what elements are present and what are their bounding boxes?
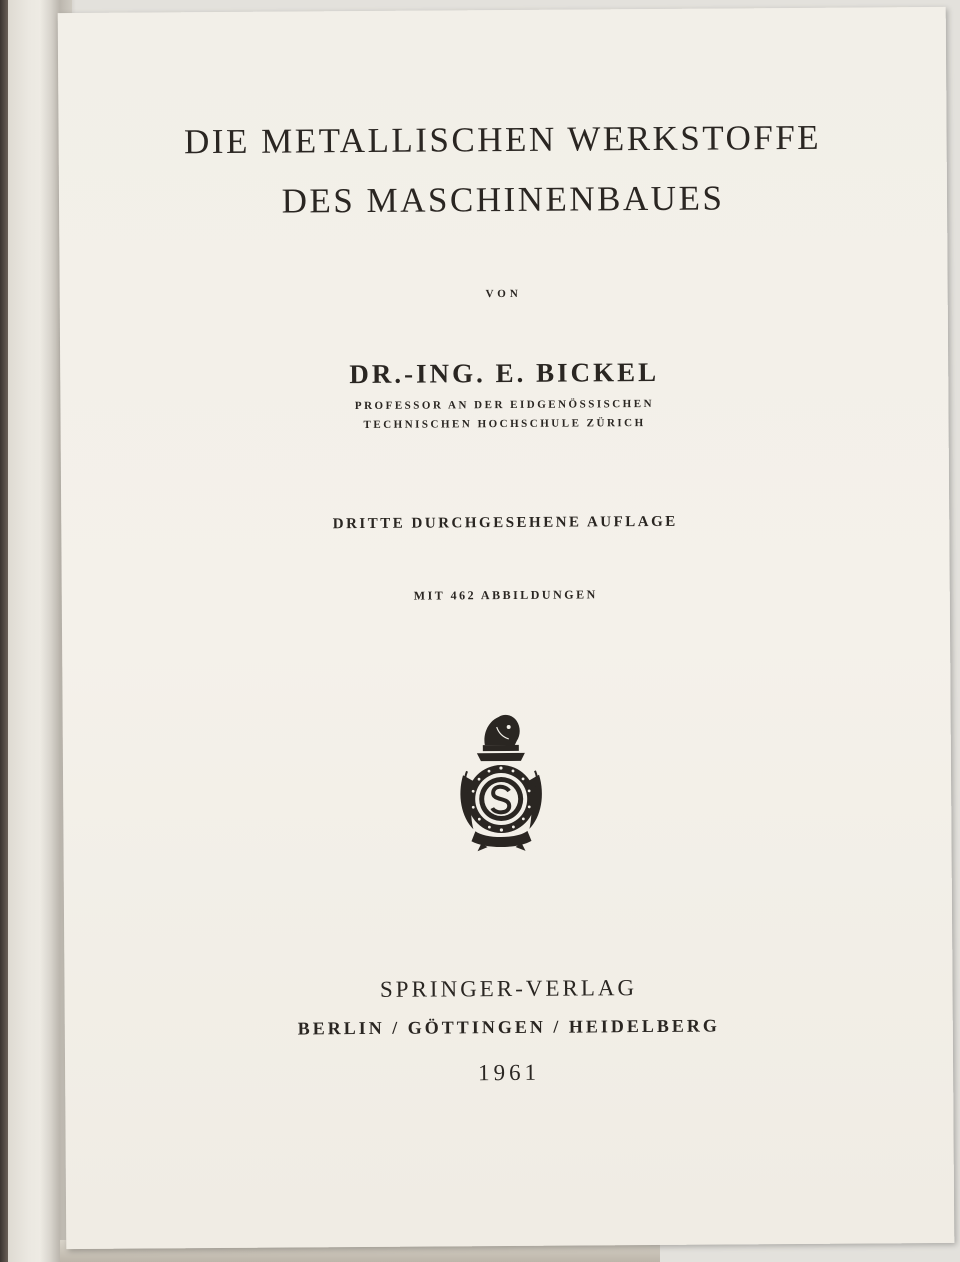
book-title-line-2: DES MASCHINENBAUES (281, 178, 725, 221)
edition-label: DRITTE DURCHGESEHENE AUFLAGE (332, 513, 678, 533)
book-spine (0, 0, 8, 1262)
by-label: VON (485, 287, 522, 301)
publisher-name: SPRINGER-VERLAG (379, 975, 638, 1002)
book-title-line-1: DIE METALLISCHEN WERKSTOFFE (183, 117, 822, 162)
author-name: DR.-ING. E. BICKEL (349, 356, 660, 390)
author-affiliation-line-2: TECHNISCHEN HOCHSCHULE ZÜRICH (363, 417, 646, 431)
illustrations-count: MIT 462 ABBILDUNGEN (413, 587, 598, 603)
publisher-cities: BERLIN / GÖTTINGEN / HEIDELBERG (297, 1015, 720, 1039)
title-page (58, 7, 955, 1249)
publication-year: 1961 (478, 1059, 541, 1086)
springer-knight-emblem-icon (455, 705, 548, 854)
author-affiliation-line-1: PROFESSOR AN DER EIDGENÖSSISCHEN (354, 397, 655, 413)
